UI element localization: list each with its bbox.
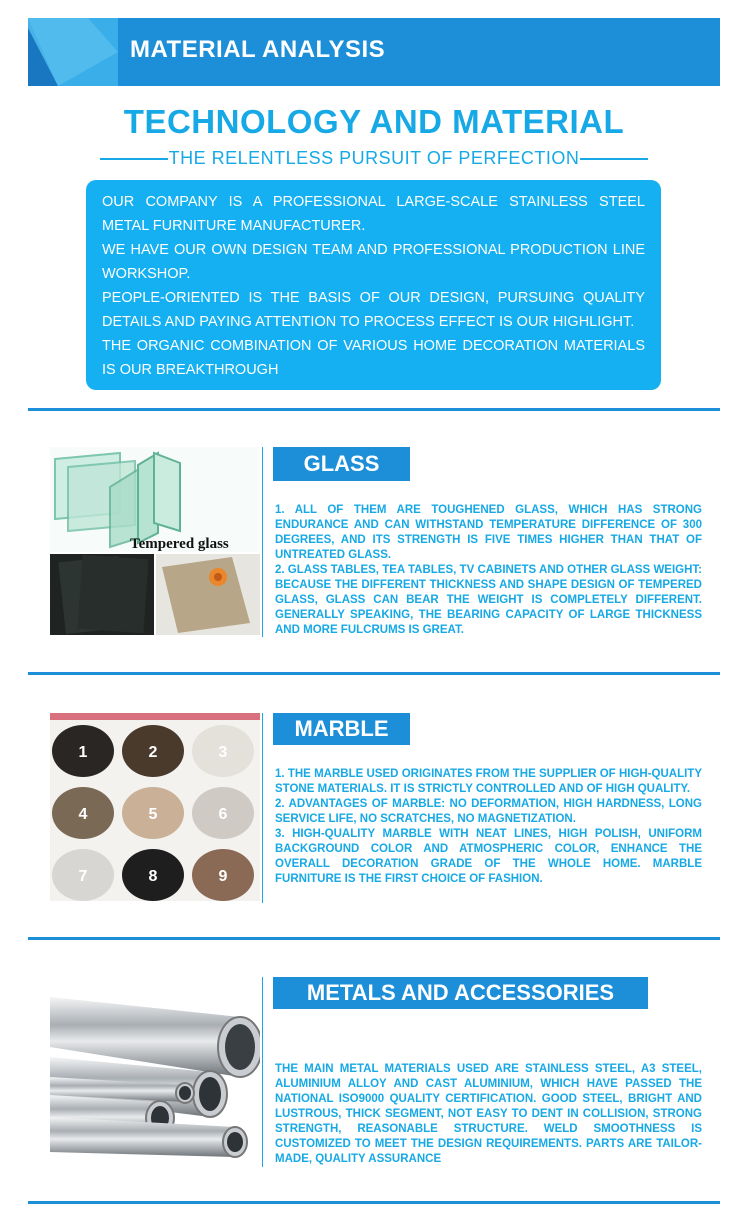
marble-sample-number: 3: [218, 744, 228, 761]
intro-paragraph: THE ORGANIC COMBINATION OF VARIOUS HOME DECORATION MATERIALS IS OUR BREAKTHROUGH: [102, 338, 645, 378]
marble-sample-number: 5: [148, 806, 158, 823]
marble-sample-number: 2: [148, 744, 158, 761]
glass-image-caption: Tempered glass: [130, 536, 229, 552]
section-subtitle: THE RELENTLESS PURSUIT OF PERFECTION: [168, 148, 580, 168]
section-divider: [28, 408, 720, 411]
marble-image: [50, 713, 260, 901]
metal-pipes-image: [50, 977, 260, 1165]
marble-paragraph: 3. HIGH-QUALITY MARBLE WITH NEAT LINES, HIGH POLISH, UNIFORM BACKGROUND COLOR AND ATMOSPHERIC COLOR, ENHANCE THE OVERALL DECORATION GRADE OF THE WHOLE HOME. MARBLE FURNITURE IS THE FIRST CHOICE OF FASHION.: [275, 828, 702, 885]
intro-paragraph: WE HAVE OUR OWN DESIGN TEAM AND PROFESSIONAL PRODUCTION LINE WORKSHOP.: [102, 242, 645, 282]
glass-paragraph: 1. ALL OF THEM ARE TOUGHENED GLASS, WHICH HAS STRONG ENDURANCE AND CAN WITHSTAND TEMPERATURE DIFFERENCE OF 300 DEGREES, AND ITS STRENGTH IS FIVE TIMES HIGHER THAN THAT OF UNTREATED GLASS.: [275, 504, 702, 561]
glass-description: [275, 503, 702, 638]
intro-paragraph: PEOPLE-ORIENTED IS THE BASIS OF OUR DESIGN, PURSUING QUALITY DETAILS AND PAYING ATTENTION TO PROCESS EFFECT IS OUR HIGHLIGHT.: [102, 290, 645, 330]
glass-image: [50, 447, 260, 635]
glass-vertical-line: [262, 447, 263, 637]
section-divider: [28, 1201, 720, 1204]
marble-sample-number: 4: [78, 806, 88, 823]
marble-description: [275, 767, 702, 887]
section-divider: [28, 672, 720, 675]
marble-sample-number: 7: [78, 868, 88, 885]
glass-paragraph: 2. GLASS TABLES, TEA TABLES, TV CABINETS AND OTHER GLASS WEIGHT: BECAUSE THE DIFFERENT THICKNESS AND SHAPE DESIGN OF TEMPERED GLASS, GLASS CAN BEAR THE WEIGHT IS COMPLETELY DIFFERENT. GENERALLY SPEAKING, THE BEARING CAPACITY OF LARGE THICKNESS AND MORE FULCRUMS IS GREAT.: [275, 564, 702, 636]
glass-label: GLASS: [273, 447, 410, 481]
metals-paragraph: THE MAIN METAL MATERIALS USED ARE STAINLESS STEEL, A3 STEEL, ALUMINIUM ALLOY AND CAST ALUMINIUM, WHICH HAVE PASSED THE NATIONAL ISO9000 QUALITY CERTIFICATION. GOOD STEEL, BRIGHT AND LUSTROUS, THICK SEGMENT, NOT EASY TO DENT IN COLLISION, STRONG STRENGTH, REASONABLE STRUCTURE. WELD SMOOTHNESS IS CUSTOMIZED TO MEET THE DESIGN REQUIREMENTS. PARTS ARE TAILOR-MADE, QUALITY ASSURANCE: [275, 1063, 702, 1165]
marble-paragraph: 1. THE MARBLE USED ORIGINATES FROM THE SUPPLIER OF HIGH-QUALITY STONE MATERIALS. IT IS STRICTLY CONTROLLED AND OF HIGH QUALITY.: [275, 768, 702, 795]
metals-label: METALS AND ACCESSORIES: [273, 977, 648, 1009]
marble-vertical-line: [262, 713, 263, 903]
marble-sample-number: 6: [218, 806, 228, 823]
metals-vertical-line: [262, 977, 263, 1167]
section-title: TECHNOLOGY AND MATERIAL: [123, 103, 625, 140]
intro-paragraph: OUR COMPANY IS A PROFESSIONAL LARGE-SCALE STAINLESS STEEL METAL FURNITURE MANUFACTURER.: [102, 194, 645, 234]
marble-sample-number: 8: [148, 868, 158, 885]
section-divider: [28, 937, 720, 940]
marble-label: MARBLE: [273, 713, 410, 745]
intro-text: [102, 190, 645, 382]
metals-description: [275, 1062, 702, 1167]
marble-sample-number: 1: [78, 744, 88, 761]
marble-sample-number: 9: [218, 868, 228, 885]
page-title: MATERIAL ANALYSIS: [130, 36, 386, 63]
banner-fold-decoration: [28, 18, 118, 86]
marble-paragraph: 2. ADVANTAGES OF MARBLE: NO DEFORMATION, HIGH HARDNESS, LONG SERVICE LIFE, NO SCRATCHES, NO MAGNETIZATION.: [275, 798, 702, 825]
